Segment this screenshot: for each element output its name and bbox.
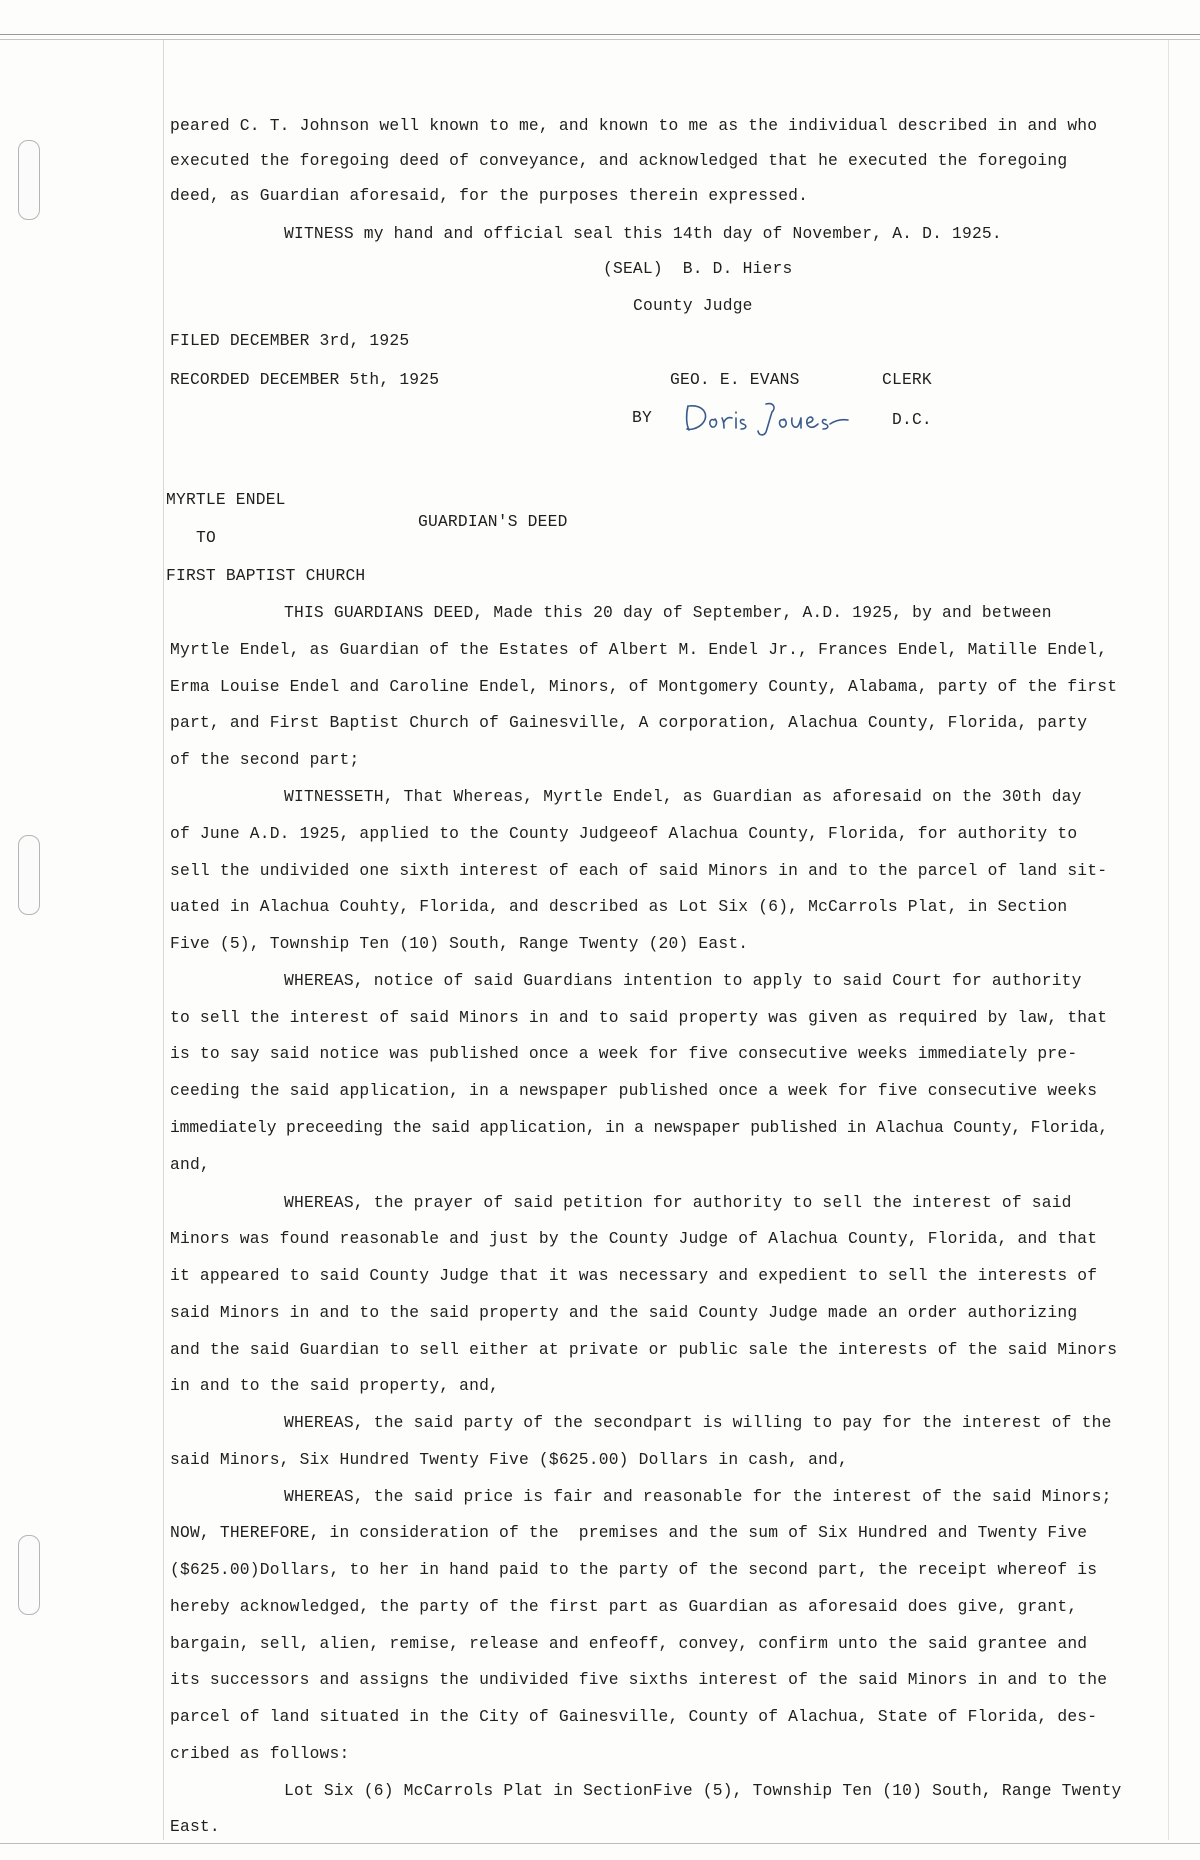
body-line: its successors and assigns the undivided five sixths interest of the said Minors in and to the — [170, 1670, 1108, 1689]
body-line: bargain, sell, alien, remise, release and enfeoff, convey, confirm unto the said grantee and — [170, 1634, 1088, 1653]
body-line: immediately preceeding the said application, in a newspaper published in Alachua County, Florida, — [170, 1118, 1109, 1137]
bottom-border-rule — [0, 1843, 1200, 1844]
body-line: ($625.00)Dollars, to her in hand paid to the party of the second part, the receipt whereof is — [170, 1560, 1098, 1579]
body-line: part, and First Baptist Church of Gainesville, A corporation, Alachua County, Florida, party — [170, 713, 1088, 732]
body-line: cribed as follows: — [170, 1744, 350, 1763]
body-line: WHEREAS, the said price is fair and reasonable for the interest of the said Minors; — [284, 1487, 1112, 1506]
left-margin-line — [163, 40, 164, 1840]
signature-mark — [680, 398, 880, 438]
binder-hole-bottom — [18, 1535, 40, 1615]
body-line: said Minors, Six Hundred Twenty Five ($625.00) Dollars in cash, and, — [170, 1450, 848, 1469]
body-line: in and to the said property, and, — [170, 1376, 500, 1395]
clerk-name: GEO. E. EVANS — [670, 370, 800, 389]
body-line: Myrtle Endel, as Guardian of the Estates of Albert M. Endel Jr., Frances Endel, Matille Endel, — [170, 640, 1108, 659]
body-line: of the second part; — [170, 750, 360, 769]
by-label: BY — [632, 408, 652, 427]
handwritten-signature — [680, 398, 880, 438]
acknowledgment-line-1: peared C. T. Johnson well known to me, and known to me as the individual described in and who — [170, 116, 1098, 135]
county-judge-title: County Judge — [633, 296, 753, 315]
top-border-rule — [0, 34, 1200, 40]
binder-hole-middle — [18, 835, 40, 915]
body-line: sell the undivided one sixth interest of each of said Minors in and to the parcel of land sit- — [170, 861, 1108, 880]
body-line: ceeding the said application, in a newspaper published once a week for five consecutive weeks — [170, 1081, 1098, 1100]
body-line: to sell the interest of said Minors in and to said property was given as required by law, that — [170, 1008, 1108, 1027]
body-line: of June A.D. 1925, applied to the County Judgeeof Alachua County, Florida, for authority to — [170, 824, 1078, 843]
body-line: WITNESSETH, That Whereas, Myrtle Endel, as Guardian as aforesaid on the 30th day — [284, 787, 1082, 806]
right-margin-line — [1168, 40, 1169, 1840]
clerk-title: CLERK — [882, 370, 932, 389]
body-line: THIS GUARDIANS DEED, Made this 20 day of September, A.D. 1925, by and between — [284, 603, 1052, 622]
seal-signature: (SEAL) B. D. Hiers — [603, 259, 793, 278]
deputy-clerk-label: D.C. — [892, 410, 932, 429]
body-line: and the said Guardian to sell either at private or public sale the interests of the said Minors — [170, 1340, 1118, 1359]
body-line: it appeared to said County Judge that it was necessary and expedient to sell the interests of — [170, 1266, 1098, 1285]
body-line: uated in Alachua Couhty, Florida, and described as Lot Six (6), McCarrols Plat, in Section — [170, 897, 1068, 916]
body-line: said Minors in and to the said property and the said County Judge made an order authorizing — [170, 1303, 1078, 1322]
body-line: WHEREAS, the prayer of said petition for authority to sell the interest of said — [284, 1193, 1072, 1212]
acknowledgment-line-2: executed the foregoing deed of conveyance, and acknowledged that he executed the foregoing — [170, 151, 1068, 170]
body-line: Minors was found reasonable and just by the County Judge of Alachua County, Florida, and that — [170, 1229, 1098, 1248]
body-line: Five (5), Township Ten (10) South, Range Twenty (20) East. — [170, 934, 749, 953]
recorded-date: RECORDED DECEMBER 5th, 1925 — [170, 370, 440, 389]
body-line: WHEREAS, notice of said Guardians intention to apply to said Court for authority — [284, 971, 1082, 990]
grantor-name: MYRTLE ENDEL — [166, 490, 286, 509]
body-line: parcel of land situated in the City of Gainesville, County of Alachua, State of Florida, des- — [170, 1707, 1098, 1726]
body-line: and, — [170, 1155, 210, 1174]
filed-date: FILED DECEMBER 3rd, 1925 — [170, 331, 410, 350]
to-label: TO — [196, 528, 216, 547]
body-line: WHEREAS, the said party of the secondpart is willing to pay for the interest of the — [284, 1413, 1112, 1432]
body-line: NOW, THEREFORE, in consideration of the premises and the sum of Six Hundred and Twenty Five — [170, 1523, 1088, 1542]
body-line: hereby acknowledged, the party of the first part as Guardian as aforesaid does give, grant, — [170, 1597, 1078, 1616]
body-line: Erma Louise Endel and Caroline Endel, Minors, of Montgomery County, Alabama, party of the first — [170, 677, 1118, 696]
body-line: East. — [170, 1817, 220, 1836]
acknowledgment-line-3: deed, as Guardian aforesaid, for the purposes therein expressed. — [170, 186, 809, 205]
body-line: is to say said notice was published once a week for five consecutive weeks immediately pre- — [170, 1044, 1078, 1063]
deed-title: GUARDIAN'S DEED — [418, 512, 568, 531]
grantee-name: FIRST BAPTIST CHURCH — [166, 566, 366, 585]
witness-line: WITNESS my hand and official seal this 14th day of November, A. D. 1925. — [284, 224, 1002, 243]
body-line: Lot Six (6) McCarrols Plat in SectionFive (5), Township Ten (10) South, Range Twenty — [284, 1781, 1122, 1800]
binder-hole-top — [18, 140, 40, 220]
